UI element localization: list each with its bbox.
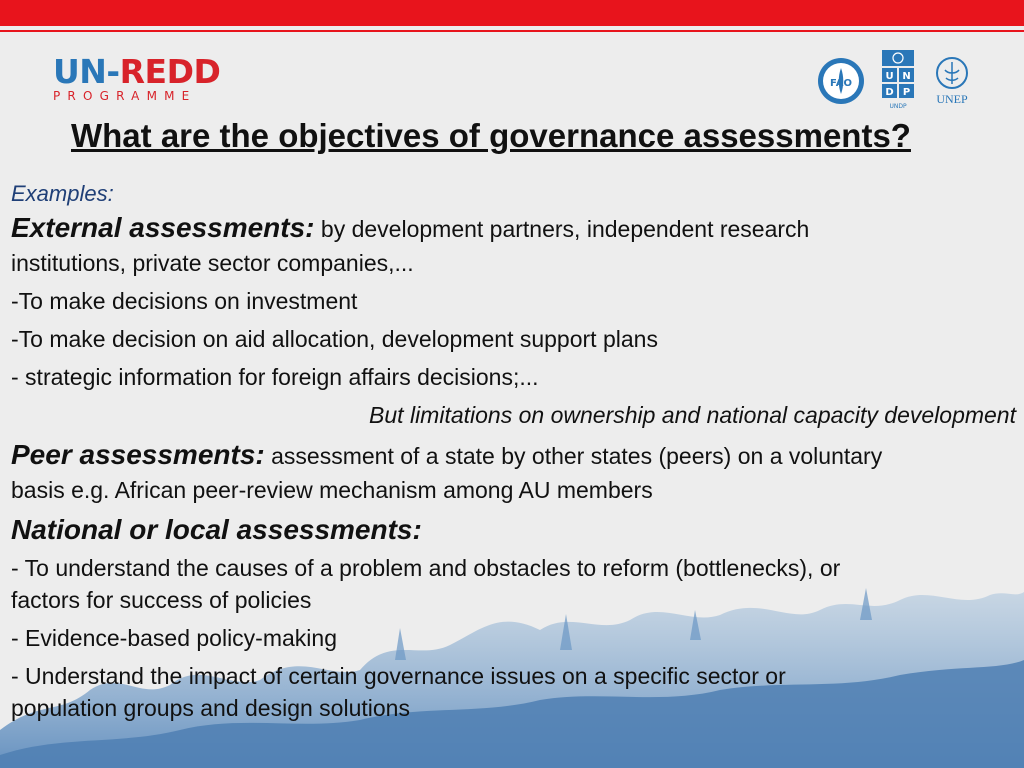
fao-label: FAO: [830, 78, 852, 89]
bullet-investment: -To make decisions on investment: [11, 288, 358, 314]
examples-label: Examples:: [11, 181, 114, 206]
external-text: by development partners, independent research: [314, 216, 810, 242]
national-bullet-3b: population groups and design solutions: [11, 695, 410, 721]
logo-programme-text: PROGRAMME: [53, 89, 197, 103]
logo-un-text: UN: [53, 52, 107, 91]
svg-text:D: D: [885, 87, 894, 98]
top-red-line: [0, 30, 1024, 32]
external-line: [11, 210, 1016, 247]
peer-text-2: basis e.g. African peer-review mechanism among AU members: [11, 477, 653, 503]
top-red-bar: [0, 0, 1024, 26]
national-bullet-1a: - To understand the causes of a problem and obstacles to reform (bottlenecks), or: [11, 555, 841, 581]
peer-text: assessment of a state by other states (peers) on a voluntary: [264, 443, 883, 469]
national-bullet-2: - Evidence-based policy-making: [11, 625, 337, 651]
undp-label: UNDP: [889, 103, 907, 110]
un-redd-logo: [53, 52, 221, 103]
logo-dash-text: -: [106, 52, 120, 91]
peer-line: [11, 437, 1016, 474]
svg-text:U: U: [885, 71, 894, 82]
svg-text:N: N: [902, 71, 911, 82]
bullet-aid: -To make decision on aid allocation, development support plans: [11, 326, 658, 352]
limitations-note: But limitations on ownership and national capacity development: [369, 402, 1016, 428]
fao-logo-icon: [816, 56, 866, 106]
slide-body: [11, 178, 1016, 724]
national-bullet-1b: factors for success of policies: [11, 587, 312, 613]
svg-text:P: P: [902, 87, 911, 98]
external-heading: External assessments:: [11, 212, 315, 243]
unep-label: UNEP: [936, 92, 968, 106]
slide-title: What are the objectives of governance assessments?: [71, 117, 911, 154]
national-heading: National or local assessments:: [11, 514, 422, 545]
national-bullet-3a: - Understand the impact of certain governance issues on a specific sector or: [11, 663, 786, 689]
bullet-strategic: - strategic information for foreign affairs decisions;...: [11, 364, 539, 390]
undp-logo-icon: [882, 50, 914, 110]
unep-logo-icon: [928, 56, 976, 106]
peer-heading: Peer assessments:: [11, 439, 265, 470]
external-text-2: institutions, private sector companies,...: [11, 250, 414, 276]
logo-redd-text: REDD: [119, 52, 221, 91]
partner-logos: [816, 50, 976, 114]
